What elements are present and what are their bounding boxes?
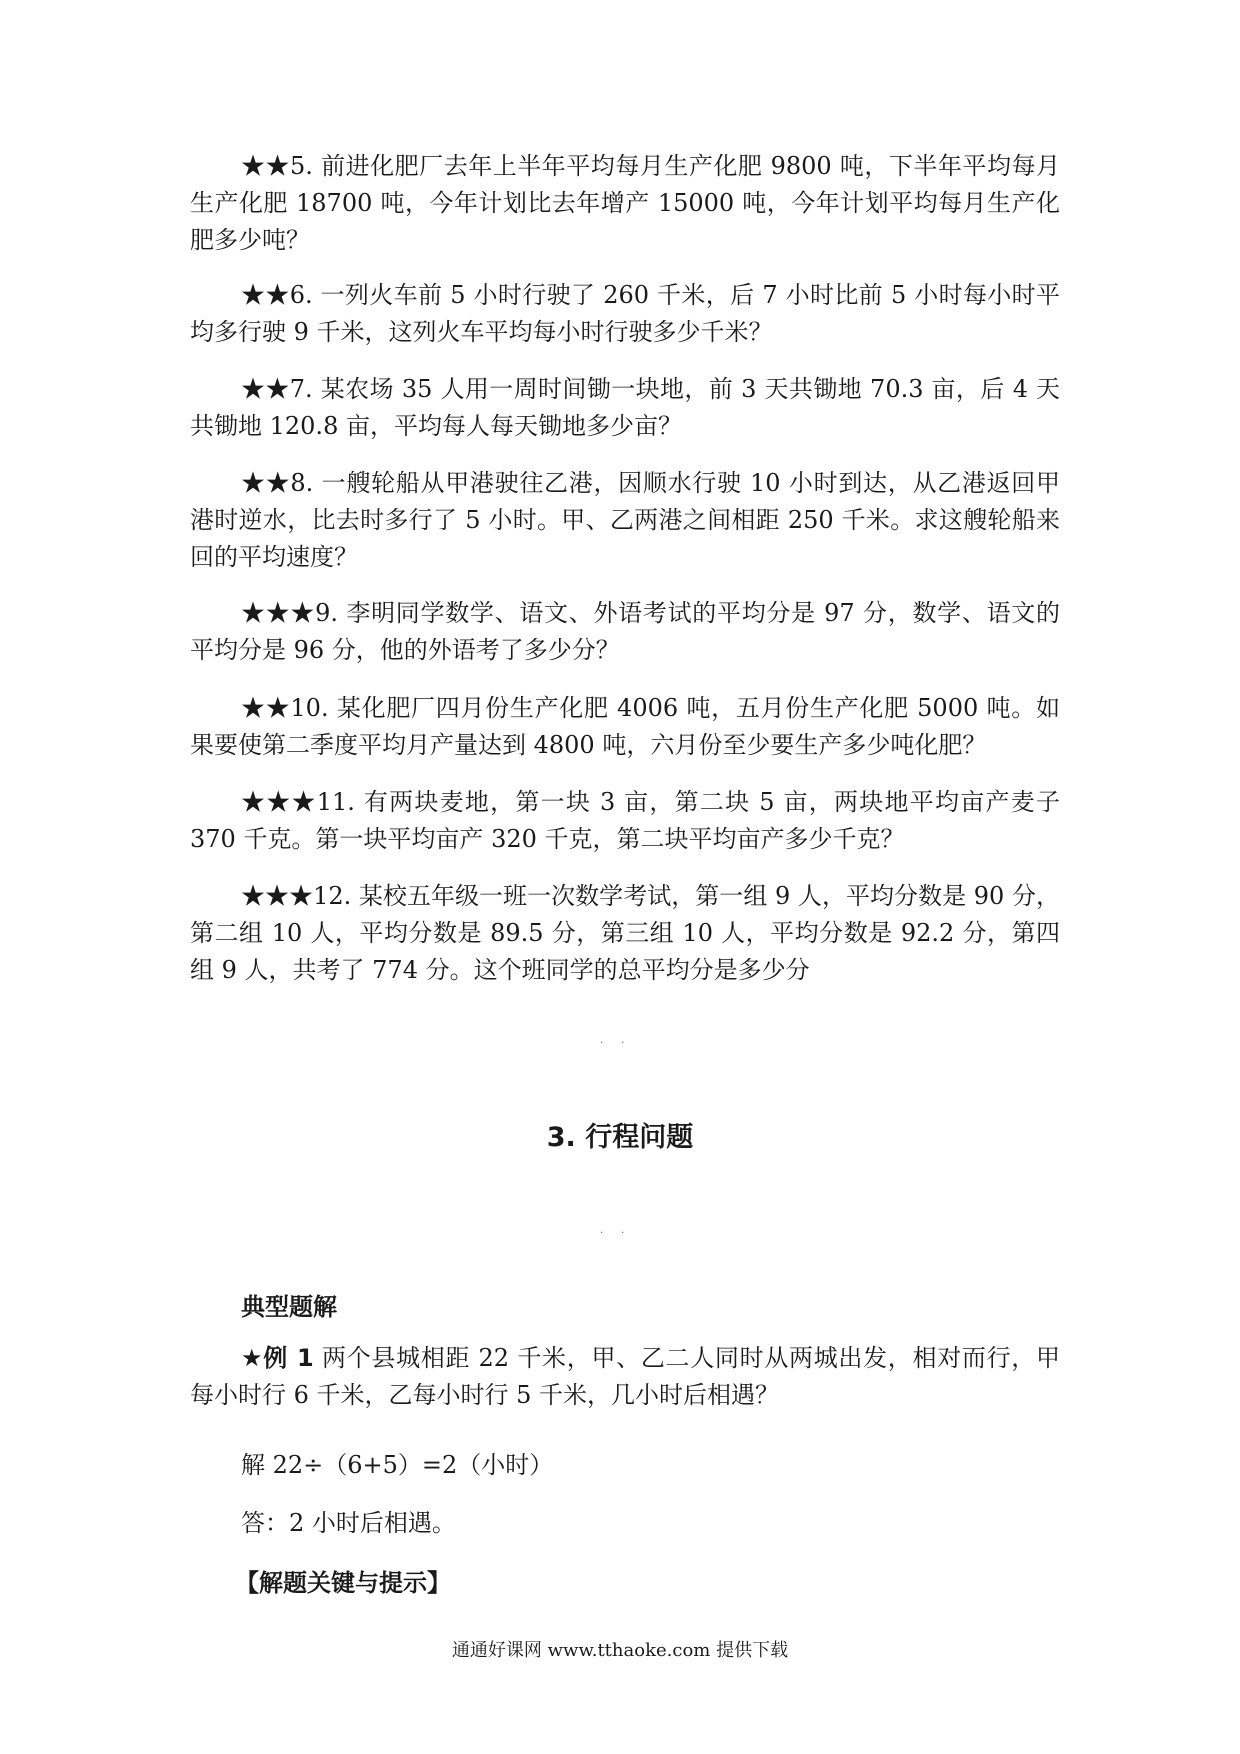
answer: 答：2 小时后相遇。: [241, 1509, 456, 1537]
problem-12: ★★★12. 某校五年级一班一次数学考试，第一组 9 人，平均分数是 90 分，第二组 10 人，平均分数是 89.5 分，第三组 10 人，平均分数是 92.2 分，第四组 9 人，共考了 774 分。这个班同学的总平均分是多少分: [190, 882, 1060, 984]
problem-6: ★★6. 一列火车前 5 小时行驶了 260 千米，后 7 小时比前 5 小时每小时平均多行驶 9 千米，这列火车平均每小时行驶多少千米？: [190, 281, 1060, 346]
subheading: 典型题解: [241, 1293, 337, 1321]
separator-dots: ··: [600, 1228, 643, 1239]
problem-11: ★★★11. 有两块麦地，第一块 3 亩，第二块 5 亩，两块地平均亩产麦子 370 千克。第一块平均亩产 320 千克，第二块平均亩产多少千克？: [190, 788, 1060, 853]
problem-10: ★★10. 某化肥厂四月份生产化肥 4006 吨，五月份生产化肥 5000 吨。如果要使第二季度平均月产量达到 4800 吨，六月份至少要生产多少吨化肥？: [190, 694, 1060, 759]
separator-dots: ··: [600, 1038, 643, 1049]
footer: 通通好课网 www.tthaoke.com 提供下载: [451, 1640, 789, 1661]
example-1: [190, 1340, 1060, 1414]
key-heading: 【解题关键与提示】: [235, 1569, 451, 1597]
solution: 解 22÷（6+5）=2（小时）: [241, 1451, 554, 1479]
problem-7: ★★7. 某农场 35 人用一周时间锄一块地，前 3 天共锄地 70.3 亩，后 4 天共锄地 120.8 亩，平均每人每天锄地多少亩？: [190, 375, 1060, 440]
problem-9: ★★★9. 李明同学数学、语文、外语考试的平均分是 97 分，数学、语文的平均分是 96 分，他的外语考了多少分？: [190, 599, 1060, 664]
problem-5: ★★5. 前进化肥厂去年上半年平均每月生产化肥 9800 吨，下半年平均每月生产化肥 18700 吨，今年计划比去年增产 15000 吨，今年计划平均每月生产化肥多少吨？: [190, 152, 1060, 254]
example-lead: ★例 1: [241, 1344, 314, 1372]
section-title: 3. 行程问题: [546, 1122, 694, 1153]
example-text: 两个县城相距 22 千米，甲、乙二人同时从两城出发，相对而行，甲每小时行 6 千米，乙每小时行 5 千米，几小时后相遇？: [190, 1344, 1060, 1409]
problem-8: ★★8. 一艘轮船从甲港驶往乙港，因顺水行驶 10 小时到达，从乙港返回甲港时逆水，比去时多行了 5 小时。甲、乙两港之间相距 250 千米。求这艘轮船来回的平均速度？: [190, 469, 1060, 571]
